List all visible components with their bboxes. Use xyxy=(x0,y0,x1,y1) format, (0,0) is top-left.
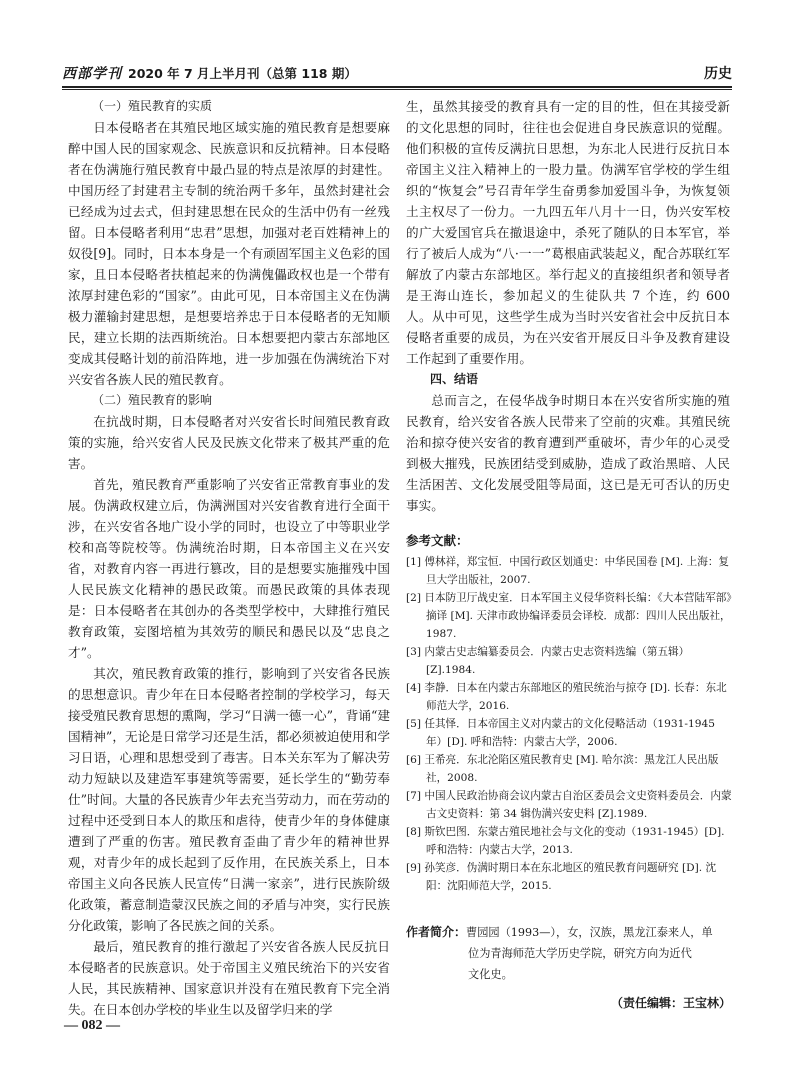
reference-item: [1] 傅林祥，郑宝恒．中国行政区划通史：中华民国卷 [M]. 上海：复旦大学出版社，2007. xyxy=(406,556,730,586)
page-number: — 082 — xyxy=(64,1018,120,1033)
section-heading: （二）殖民教育的影响 xyxy=(92,393,213,407)
section-heading: 四、结语 xyxy=(430,372,479,386)
left-column xyxy=(68,96,390,1020)
reference-item: [7] 中国人民政治协商会议内蒙古自治区委员会文史资料委员会．内蒙古文史资料：第 34 辑伪满兴安史料 [Z].1989. xyxy=(406,790,732,820)
author-line: 文化史。 xyxy=(468,968,513,981)
reference-list xyxy=(406,553,732,895)
right-column xyxy=(406,96,730,516)
reference-item: [9] 孙笑彦．伪满时期日本在东北地区的殖民教育问题研究 [D]. 沈阳：沈阳师范大学，2015. xyxy=(406,862,717,892)
header-rule-thin xyxy=(62,89,732,90)
paragraph: 生，虽然其接受的教育具有一定的目的性，但在其接受新的文化思想的同时，往往也会促进自身民族意识的觉醒。他们积极的宣传反满抗日思想，为东北人民进行反抗日本帝国主义注入精神上的一股力量。伪满军官学校的学生组织的“恢复会”号召青年学生奋勇参加爱国斗争，为恢复领土主权尽了一份力。一九四五年八月十一日，伪兴安军校的广大爱国官兵在撤退途中，杀死了随队的日本军官，举行了被后人成为“八·一一”葛根庙武装起义，配合苏联红军解放了内蒙古东部地区。举行起义的直接组织者和领导者是王海山连长，参加起义的生徒队共 7 个连，约 600 人。从中可见，这些学生成为当时兴安省社会中反抗日本侵略者重要的成员，为在兴安省开展反日斗争及教育建设工作起到了重要作用。 xyxy=(406,99,730,366)
paragraph: 首先，殖民教育严重影响了兴安省正常教育事业的发展。伪满政权建立后，伪满洲国对兴安省教育进行全面干涉，在兴安省各地广设小学的同时，也设立了中等职业学校和高等院校等。伪满统治时期，日本帝国主义在兴安省，对教育内容一再进行篡改，目的是想要实施摧残中国人民民族文化精神的愚民政策。而愚民政策的具体表现是：日本侵略者在其创办的各类型学校中，大肆推行殖民教育政策，妄图培植为其效劳的顺民和愚民以及“忠良之才”。 xyxy=(68,477,390,660)
section-heading: （一）殖民教育的实质 xyxy=(92,99,213,113)
reference-item: [2] 日本防卫厅战史室．日本军国主义侵华资料长编：《大本营陆军部》摘译 [M]. 天津市政协编译委员会译校．成都：四川人民出版社，1987. xyxy=(406,592,732,640)
reference-item: [5] 任其怿．日本帝国主义对内蒙古的文化侵略活动（1931-1945 年）[D]. 呼和浩特：内蒙古大学，2006. xyxy=(406,718,715,748)
paragraph: 最后，殖民教育的推行激起了兴安省各族人民反抗日本侵略者的民族意识。处于帝国主义殖民统治下的兴安省人民，其民族精神、国家意识并没有在殖民教育下完全消失。在日本创办学校的毕业生以及留学归来的学 xyxy=(68,939,390,1017)
author-bio xyxy=(406,922,732,985)
reference-item: [4] 李静．日本在内蒙古东部地区的殖民统治与掠夺 [D]. 长春：东北师范大学，2016. xyxy=(406,682,727,712)
paragraph: 日本侵略者在其殖民地区域实施的殖民教育是想要麻醉中国人民的国家观念、民族意识和反抗精神。日本侵略者在伪满施行殖民教育中最凸显的特点是浓厚的封建性。中国历经了封建君主专制的统治两千多年，虽然封建社会已经成为过去式，但封建思想在民众的生活中仍有一丝残留。日本侵略者利用“忠君”思想，加强对老百姓精神上的奴役[9]。同时，日本本身是一个有顽固军国主义色彩的国家，且日本侵略者扶植起来的伪满傀儡政权也是一个带有浓厚封建色彩的“国家”。由此可见，日本帝国主义在伪满极力灌输封建思想，是想要培养忠于日本侵略者的无知顺民，建立长期的法西斯统治。日本想要把内蒙古东部地区变成其侵略计划的前沿阵地，进一步加强在伪满统治下对兴安省各族人民的殖民教育。 xyxy=(68,120,390,387)
paragraph: 总而言之，在侵华战争时期日本在兴安省所实施的殖民教育，给兴安省各族人民带来了空前的灾难。其殖民统治和掠夺使兴安省的教育遭到严重破坏，青少年的心灵受到极大摧残，民族团结受到威胁，造成了政治黑暗、人民生活困苦、文化发展受阻等局面，这已是无可否认的历史事实。 xyxy=(406,393,730,513)
references-title: 参考文献： xyxy=(406,533,469,548)
reference-item: [3] 内蒙古史志编纂委员会．内蒙古史志资料选编（第五辑）[Z].1984. xyxy=(406,646,690,676)
reference-item: [8] 斯钦巴图．东蒙古殖民地社会与文化的变动（1931-1945）[D]. 呼和浩特：内蒙古大学，2013. xyxy=(406,826,725,856)
paragraph: 其次，殖民教育政策的推行，影响到了兴安省各民族的思想意识。青少年在日本侵略者控制的学校学习，每天接受殖民教育思想的熏陶，学习“日满一德一心”，背诵“建国精神”，无论是日常学习还是生活，都必须被迫使用和学习日语，心理和思想受到了毒害。日本关东军为了解决劳动力短缺以及建造军事建筑等需要，延长学生的“勤劳奉仕”时间。大量的各民族青少年去充当劳动力，而在劳动的过程中还受到日本人的欺压和虐待，使青少年的身体健康遭到了严重的伤害。殖民教育歪曲了青少年的精神世界观，对青少年的成长起到了反作用，在民族关系上，日本帝国主义向各民族人民宣传“日满一家亲”，进行民族阶级化政策，蓄意制造蒙汉民族之间的矛盾与冲突，实行民族分化政策，影响了各民族之间的关系。 xyxy=(68,666,390,933)
issue-info: 2020 年 7 月上半月刊（总第 118 期） xyxy=(128,66,357,81)
author-line: 位为青海师范大学历史学院，研究方向为近代 xyxy=(468,947,692,960)
journal-logo: 西部学刊 xyxy=(62,66,122,82)
reference-item: [6] 王希亮．东北沦陷区殖民教育史 [M]. 哈尔滨：黑龙江人民出版社，2008. xyxy=(406,754,719,784)
references xyxy=(406,531,732,895)
author-label: 作者简介： xyxy=(406,925,467,939)
section-label: 历史 xyxy=(704,66,732,82)
paragraph: 在抗战时期，日本侵略者对兴安省长时间殖民教育政策的实施，给兴安省人民及民族文化带来了极其严重的危害。 xyxy=(68,414,390,471)
author-line: 曹园园（1993—），女，汉族，黑龙江泰来人，单 xyxy=(466,926,713,939)
editor-note: （责任编辑：王宝林） xyxy=(610,996,731,1010)
page-header xyxy=(62,62,732,84)
header-rule xyxy=(62,86,732,88)
